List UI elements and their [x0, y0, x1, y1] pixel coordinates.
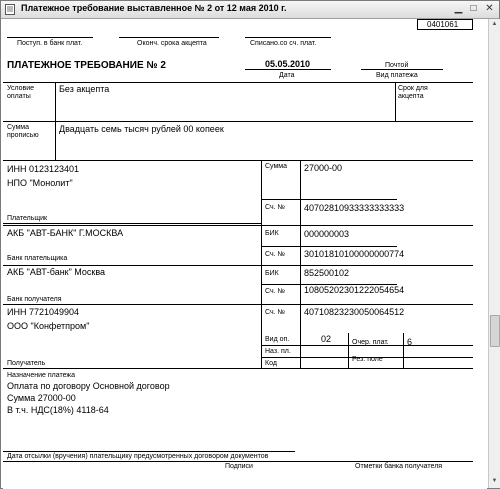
document-icon: [5, 4, 15, 15]
grid-line: [403, 333, 404, 368]
grid-line: [261, 246, 397, 247]
payer-corr-account[interactable]: 30101810100000000774: [304, 249, 405, 259]
vertical-scrollbar[interactable]: [488, 19, 500, 488]
payment-request-form: [3, 19, 487, 489]
maximize-button[interactable]: □: [470, 3, 477, 14]
payment-type-line: [361, 69, 443, 70]
purpose-line-1[interactable]: Оплата по договору Основной договор: [7, 381, 170, 391]
amount-words-label-2: прописью: [7, 132, 39, 139]
reserve-label: Рез. поле: [352, 356, 383, 363]
acceptance-term-label-1: Срок для: [398, 85, 428, 92]
grid-line: [3, 368, 473, 369]
window-title: Платежное требование выставленное № 2 от 12 мая 2010 г.: [21, 3, 287, 13]
payer-account[interactable]: 40702810933333333333: [304, 203, 405, 213]
payee-bank-label: Банк получателя: [7, 296, 62, 303]
acceptance-end-line: [119, 37, 219, 38]
grid-line: [3, 304, 473, 305]
op-type-label: Вид оп.: [265, 336, 290, 343]
condition-label-1: Условие: [7, 85, 35, 92]
payee-bik[interactable]: 852500102: [304, 268, 350, 278]
grid-line: [395, 82, 396, 121]
grid-line: [300, 160, 301, 368]
grid-line: [3, 265, 473, 266]
payer-bik[interactable]: 000000003: [304, 229, 350, 239]
received-line: [7, 37, 93, 38]
op-type-value[interactable]: 02: [321, 334, 332, 344]
form-code: 0401061: [427, 20, 459, 29]
grid-line: [3, 225, 473, 226]
payment-type-label: Вид платежа: [376, 72, 418, 79]
payer-label: Плательщик: [7, 215, 48, 222]
grid-line: [3, 223, 261, 224]
purpose-code-label: Наз. пл.: [265, 348, 291, 355]
payer-inn[interactable]: ИНН 0123123401: [7, 164, 80, 174]
bank-marks-label: Отметки банка получателя: [355, 463, 443, 470]
payer-corr-account-label: Сч. №: [265, 251, 286, 258]
sum-value[interactable]: 27000-00: [304, 163, 343, 173]
date-label: Дата: [279, 72, 295, 79]
grid-line: [55, 82, 56, 160]
payee-corr-account[interactable]: 10805202301222054654: [304, 285, 405, 295]
amount-words-label-1: Сумма: [7, 124, 29, 131]
footer-line: [3, 461, 473, 462]
payee-bik-label: БИК: [265, 270, 279, 277]
grid-line: [348, 333, 349, 368]
scrollbar-thumb[interactable]: [490, 315, 500, 347]
signatures-label: Подписи: [225, 463, 253, 470]
acceptance-term-label-2: акцепта: [398, 93, 424, 100]
payee-name[interactable]: ООО "Конфетпром": [7, 321, 90, 331]
grid-line: [261, 199, 397, 200]
close-button[interactable]: ✕: [485, 3, 494, 14]
purpose-label: Назначение платежа: [7, 372, 75, 379]
amount-words-value[interactable]: Двадцать семь тысяч рублей 00 копеек: [59, 124, 224, 134]
sum-label: Сумма: [265, 163, 287, 170]
grid-line: [3, 451, 295, 452]
code-label: Код: [265, 360, 277, 367]
payee-label: Получатель: [7, 360, 46, 367]
grid-line: [3, 82, 473, 83]
payer-name[interactable]: НПО "Монолит": [7, 178, 73, 188]
acceptance-end-label: Оконч. срока акцепта: [137, 40, 207, 47]
grid-line: [3, 160, 473, 161]
payee-corr-account-label: Сч. №: [265, 288, 286, 295]
dispatch-label: Дата отсылки (вручения) плательщику предусмотренных договором документов: [7, 453, 269, 460]
date-line: [245, 69, 331, 70]
condition-value[interactable]: Без акцепта: [59, 84, 110, 94]
minimize-button[interactable]: ▁: [454, 3, 463, 14]
scroll-up-arrow-icon[interactable]: ▲: [491, 21, 498, 27]
payee-account[interactable]: 40710823230050064512: [304, 307, 405, 317]
payer-bank-label: Банк плательщика: [7, 255, 68, 262]
document-title: ПЛАТЕЖНОЕ ТРЕБОВАНИЕ № 2: [7, 60, 166, 71]
grid-line: [261, 160, 262, 368]
date-value[interactable]: 05.05.2010: [265, 59, 311, 69]
payee-account-label: Сч. №: [265, 309, 286, 316]
received-label: Поступ. в банк плат.: [17, 40, 83, 47]
payee-inn[interactable]: ИНН 7721049904: [7, 307, 80, 317]
window-titlebar[interactable]: [1, 1, 499, 19]
scroll-down-arrow-icon[interactable]: ▼: [491, 478, 498, 484]
debited-line: [245, 37, 331, 38]
payee-bank-name[interactable]: АКБ "АВТ-банк" Москва: [7, 267, 106, 277]
purpose-line-3[interactable]: В т.ч. НДС(18%) 4118-64: [7, 405, 109, 415]
debited-label: Списано.со сч. плат.: [250, 40, 317, 47]
condition-label-2: оплаты: [7, 93, 31, 100]
priority-value[interactable]: 6: [407, 337, 413, 347]
payer-account-label: Сч. №: [265, 204, 286, 211]
payer-bik-label: БИК: [265, 230, 279, 237]
purpose-line-2[interactable]: Сумма 27000-00: [7, 393, 76, 403]
priority-label: Очер. плат.: [352, 339, 389, 346]
payer-bank-name[interactable]: АКБ "АВТ-БАНК" Г.МОСКВА: [7, 228, 124, 238]
grid-line: [3, 121, 473, 122]
payment-type-value[interactable]: Почтой: [385, 62, 409, 69]
